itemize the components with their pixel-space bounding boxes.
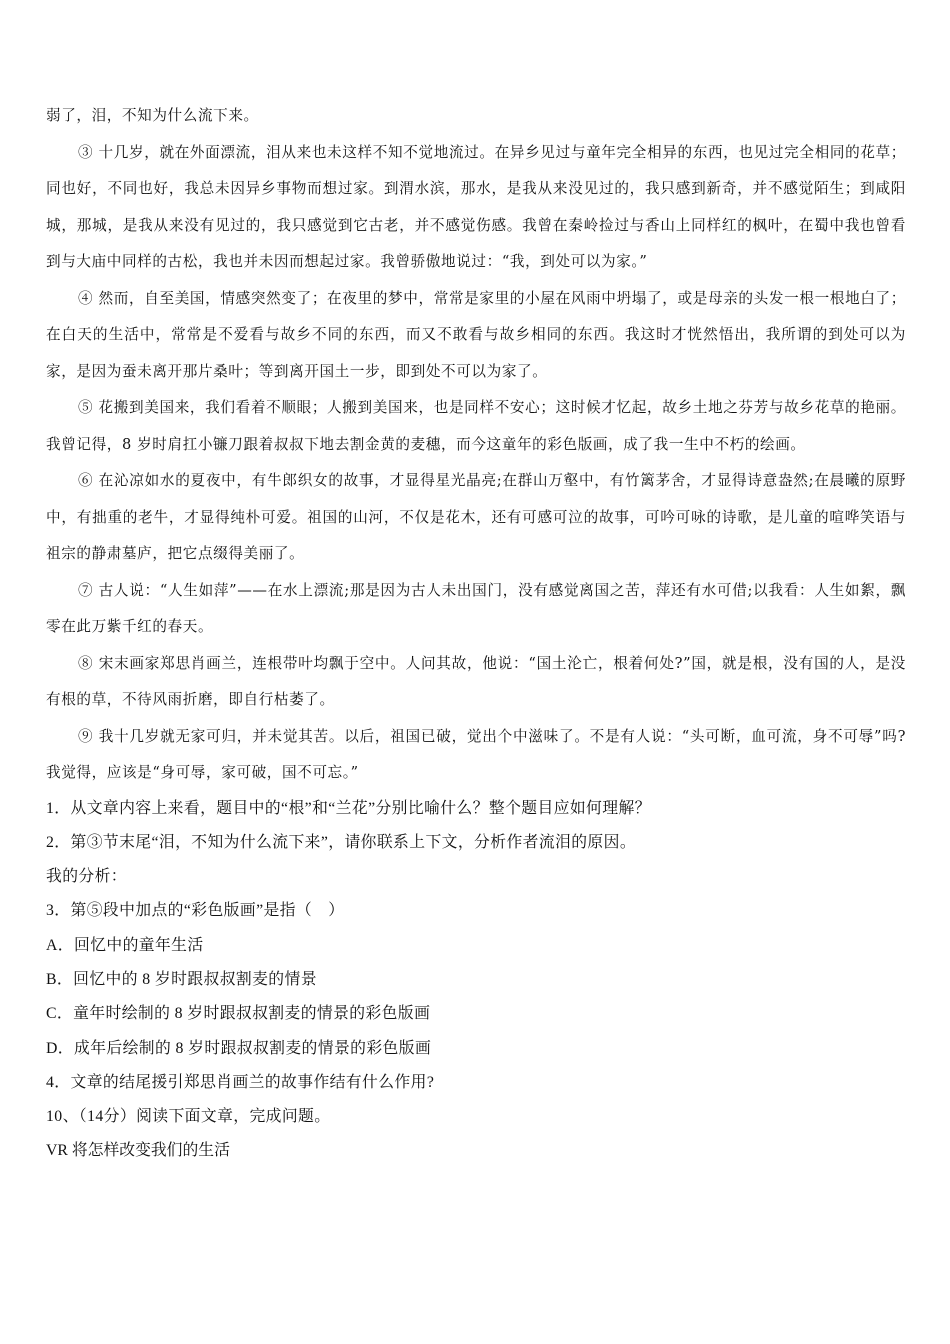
question-3: 3．第⑤段中加点的“彩色版画”是指（ ）	[46, 902, 345, 920]
question-1: 1．从文章内容上来看，题目中的“根”和“兰花”分别比喻什么？整个题目应如何理解？	[46, 799, 651, 817]
section-heading: 10、（14分）阅读下面文章，完成问题。	[46, 1108, 331, 1126]
paragraph-6: ⑥ 在沁凉如水的夏夜中，有牛郎织女的故事，才显得星光晶亮;在群山万壑中，有竹篱茅舍，才显得诗意盎然;在晨曦的原野中，有拙重的老牛，才显得纯朴可爱。祖国的山河，不仅是花木，还有可感可泣的故事，可吟可咏的诗歌，是儿童的喧哗笑语与祖宗的静肃墓庐，把它点缀得美丽了。	[46, 472, 906, 562]
paragraph-7: ⑦ 古人说：“人生如萍”——在水上漂流;那是因为古人未出国门，没有感觉离国之苦，萍还有水可借;以我看：人生如絮，飘零在此万紫千红的春天。	[46, 581, 906, 635]
question-2: 2．第③节末尾“泪，不知为什么流下来”，请你联系上下文，分析作者流泪的原因。	[46, 833, 637, 851]
question-4: 4．文章的结尾援引郑思肖画兰的故事作结有什么作用?	[46, 1073, 435, 1091]
answer-prompt: 我的分析：	[46, 868, 127, 886]
paragraph-4: ④ 然而，自至美国，情感突然变了；在夜里的梦中，常常是家里的小屋在风雨中坍塌了，或是母亲的头发一根一根地白了；在白天的生活中，常常是不爱看与故乡不同的东西，而又不敢看与故乡相同的东西。我这时才恍然悟出，我所谓的到处可以为家，是因为蚕未离开那片桑叶；等到离开国土一步，即到处不可以为家了。	[46, 289, 906, 380]
paragraph-continuation: 弱了，泪，不知为什么流下来。	[46, 107, 259, 124]
option-b: B．回忆中的 8 岁时跟叔叔割麦的情景	[46, 970, 317, 988]
option-a: A．回忆中的童年生活	[46, 936, 204, 954]
option-d: D．成年后绘制的 8 岁时跟叔叔割麦的情景的彩色版画	[46, 1039, 432, 1057]
question-list	[46, 792, 906, 1101]
next-section	[46, 1100, 906, 1169]
option-c: C．童年时绘制的 8 岁时跟叔叔割麦的情景的彩色版画	[46, 1005, 431, 1023]
paragraph-5: ⑤ 花搬到美国来，我们看着不顺眼；人搬到美国来，也是同样不安心；这时候才忆起，故乡土地之芬芳与故乡花草的艳丽。我曾记得，8 岁时肩扛小镰刀跟着叔叔下地去割金黄的麦穗，而今这童年的彩色版画，成了我一生中不朽的绘画。	[46, 399, 906, 453]
article-title: VR 将怎样改变我们的生活	[46, 1142, 230, 1160]
paragraph-8: ⑧ 宋末画家郑思肖画兰，连根带叶均飘于空中。人问其故，他说：“国土沦亡，根着何处?”国，就是根，没有国的人，是没有根的草，不待风雨折磨，即自行枯萎了。	[46, 654, 906, 708]
article-body	[46, 98, 906, 792]
paragraph-9: ⑨ 我十几岁就无家可归，并未觉其苦。以后，祖国已破，觉出个中滋味了。不是有人说：“头可断，血可流，身不可辱”吗?我觉得，应该是“身可辱，家可破，国不可忘。”	[46, 727, 906, 781]
paragraph-3: ③ 十几岁，就在外面漂流，泪从来也未这样不知不觉地流过。在异乡见过与童年完全相异的东西，也见过完全相同的花草；同也好，不同也好，我总未因异乡事物而想过家。到渭水滨，那水，是我从来没见过的，我只感到新奇，并不感觉陌生；到咸阳城，那城，是我从来没有见过的，我只感觉到它古老，并不感觉伤感。我曾在秦岭捡过与香山上同样红的枫叶，在蜀中我也曾看到与大庙中同样的古松，我也并未因而想起过家。我曾骄傲地说过：“我，到处可以为家。”	[46, 143, 906, 270]
